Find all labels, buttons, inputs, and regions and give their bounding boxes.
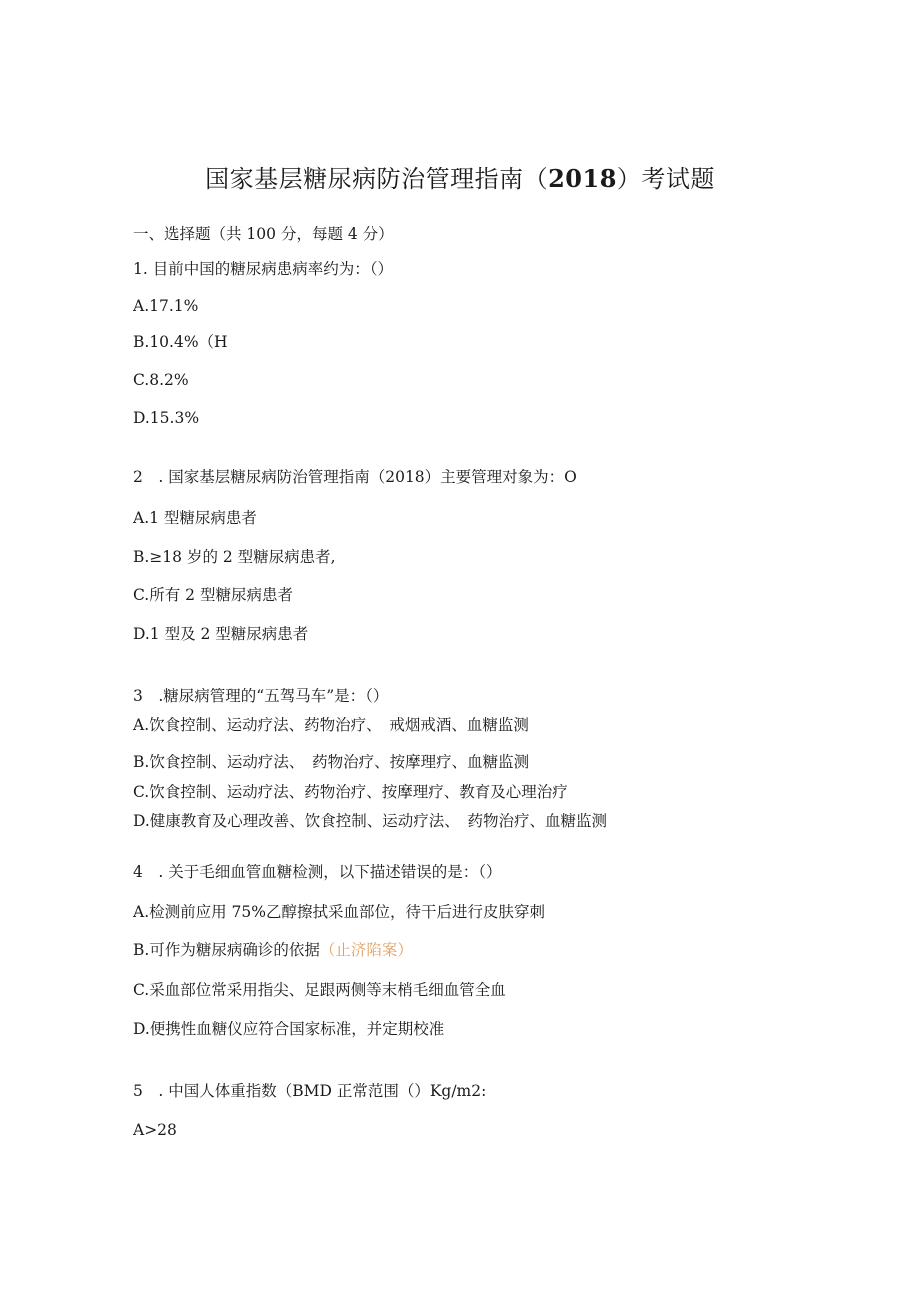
document-title — [0, 163, 920, 195]
question-1-option-c: C.8.2% — [133, 371, 189, 389]
question-3-stem: 3 .糖尿病管理的“五驾马车”是：（） — [133, 687, 389, 705]
question-4-option-b — [133, 940, 413, 960]
question-2-stem: 2 . 国家基层糖尿病防治管理指南（2018）主要管理对象为：O — [133, 468, 577, 486]
question-3-option-d: D.健康教育及心理改善、饮食控制、运动疗法、 药物治疗、血糖监测 — [133, 812, 608, 830]
question-3-option-a: A.饮食控制、运动疗法、药物治疗、 戒烟戒酒、血糖监测 — [133, 716, 529, 734]
question-5-option-a: A>28 — [133, 1121, 177, 1139]
question-4-answer-mark: （止济陷案） — [319, 941, 413, 959]
question-3-option-b: B.饮食控制、运动疗法、 药物治疗、按摩理疗、血糖监测 — [133, 753, 530, 771]
question-4-stem: 4 . 关于毛细血管血糖检测，以下描述错误的是：（） — [133, 863, 502, 881]
question-1-stem: 1. 目前中国的糖尿病患病率约为：（） — [133, 260, 393, 278]
question-2-option-d: D.1 型及 2 型糖尿病患者 — [133, 625, 309, 643]
question-3-option-c: C.饮食控制、运动疗法、药物治疗、按摩理疗、教育及心理治疗 — [133, 783, 568, 801]
title-prefix: 国家基层糖尿病防治管理指南（ — [205, 165, 549, 193]
question-4-option-b-text: B.可作为糖尿病确诊的依据 — [133, 941, 320, 959]
question-2-option-c: C.所有 2 型糖尿病患者 — [133, 586, 293, 604]
question-1-option-b: B.10.4%（H — [133, 333, 228, 351]
title-year: 2018 — [548, 164, 617, 193]
section-heading: 一、选择题（共 100 分，每题 4 分） — [133, 225, 394, 243]
question-4-option-c: C.采血部位常采用指尖、足跟两侧等末梢毛细血管全血 — [133, 981, 506, 999]
question-1-option-d: D.15.3% — [133, 409, 200, 427]
question-2-option-a: A.1 型糖尿病患者 — [133, 509, 257, 527]
question-1-option-a: A.17.1% — [133, 297, 199, 315]
question-2-option-b: B.≥18 岁的 2 型糖尿病患者, — [133, 548, 336, 566]
question-4-option-d: D.便携性血糖仪应符合国家标准，并定期校准 — [133, 1020, 445, 1038]
question-5-stem: 5 . 中国人体重指数（BMD 正常范围（）Kg∕m2: — [133, 1082, 487, 1100]
question-4-option-a: A.检测前应用 75%乙醇擦拭采血部位，待干后进行皮肤穿刺 — [133, 903, 546, 921]
title-suffix: ）考试题 — [616, 165, 715, 193]
